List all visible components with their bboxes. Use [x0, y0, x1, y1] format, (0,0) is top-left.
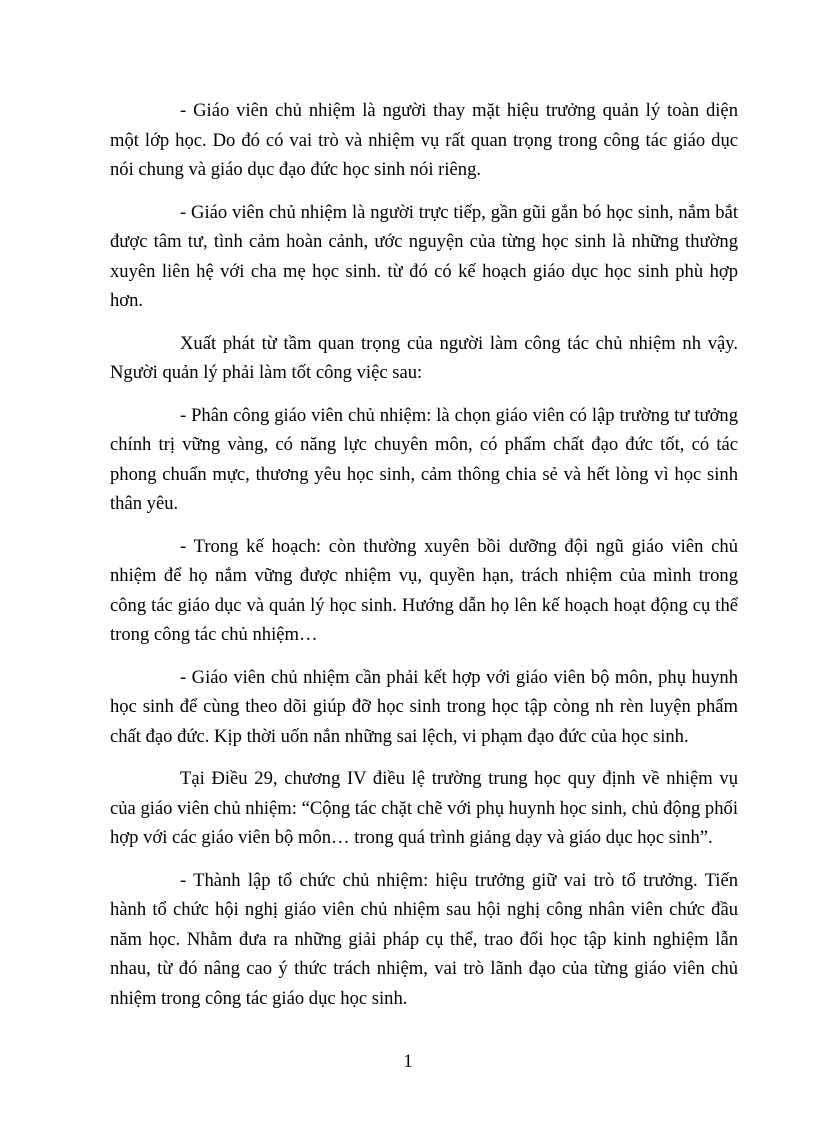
paragraph-planning: - Trong kế hoạch: còn thường xuyên bồi dưỡng đội ngũ giáo viên chủ nhiệm để họ nắm vững được nhiệm vụ, quyền hạn, trách nhiệm của mình trong công tác giáo dục và quản lý học sinh. Hướng dẫn họ lên kế hoạch hoạt động cụ thể trong công tác chủ nhiệm… [110, 535, 738, 645]
paragraph-organization: - Thành lập tổ chức chủ nhiệm: hiệu trưởng giữ vai trò tổ trưởng. Tiến hành tổ chức hội nghị giáo viên chủ nhiệm sau hội nghị công nhân viên chức đầu năm học. Nhằm đưa ra những giải pháp cụ thể, trao đổi học tập kinh nghiệm lẫn nhau, từ đó nâng cao ý thức trách nhiệm, vai trò lãnh đạo của từng giáo viên chủ nhiệm trong công tác giáo dục học sinh. [110, 869, 738, 1009]
paragraph-coordination: - Giáo viên chủ nhiệm cần phải kết hợp với giáo viên bộ môn, phụ huynh học sinh để cùng theo dõi giúp đỡ học sinh trong học tập còng nh rèn luyện phẩm chất đạo đức. Kịp thời uốn nắn những sai lệch, vi phạm đạo đức của học sinh. [110, 666, 738, 747]
paragraph-importance: Xuất phát từ tầm quan trọng của người làm công tác chủ nhiệm nh vậy. Người quản lý phải làm tốt công việc sau: [110, 332, 738, 383]
page-number: 1 [403, 1051, 413, 1072]
paragraph-article-29: Tại Điều 29, chương IV điều lệ trường trung học quy định về nhiệm vụ của giáo viên chủ nhiệm: “Cộng tác chặt chẽ với phụ huynh học sinh, chủ động phối hợp với các giáo viên bộ môn… trong quá trình giảng dạy và giáo dục học sinh”. [110, 768, 738, 848]
paragraph-homeroom-direct: - Giáo viên chủ nhiệm là người trực tiếp, gần gũi gắn bó học sinh, nắm bắt được tâm tư, tình cảm hoàn cảnh, ước nguyện của từng học sinh là những thường xuyên liên hệ với cha mẹ học sinh. từ đó có kế hoạch giáo dục học sinh phù hợp hơn. [110, 201, 738, 311]
paragraph-assignment: - Phân công giáo viên chủ nhiệm: là chọn giáo viên có lập trường tư tưởng chính trị vững vàng, có năng lực chuyên môn, có phẩm chất đạo đức tốt, có tác phong chuẩn mực, thương yêu học sinh, cảm thông chia sẻ và hết lòng vì học sinh thân yêu. [110, 404, 738, 514]
paragraph-homeroom-role: - Giáo viên chủ nhiệm là người thay mặt hiệu trưởng quản lý toàn diện một lớp học. Do đó có vai trò và nhiệm vụ rất quan trọng trong công tác giáo dục nói chung và giáo dục đạo đức học sinh nói riêng. [110, 100, 738, 180]
document-body [110, 96, 738, 1013]
